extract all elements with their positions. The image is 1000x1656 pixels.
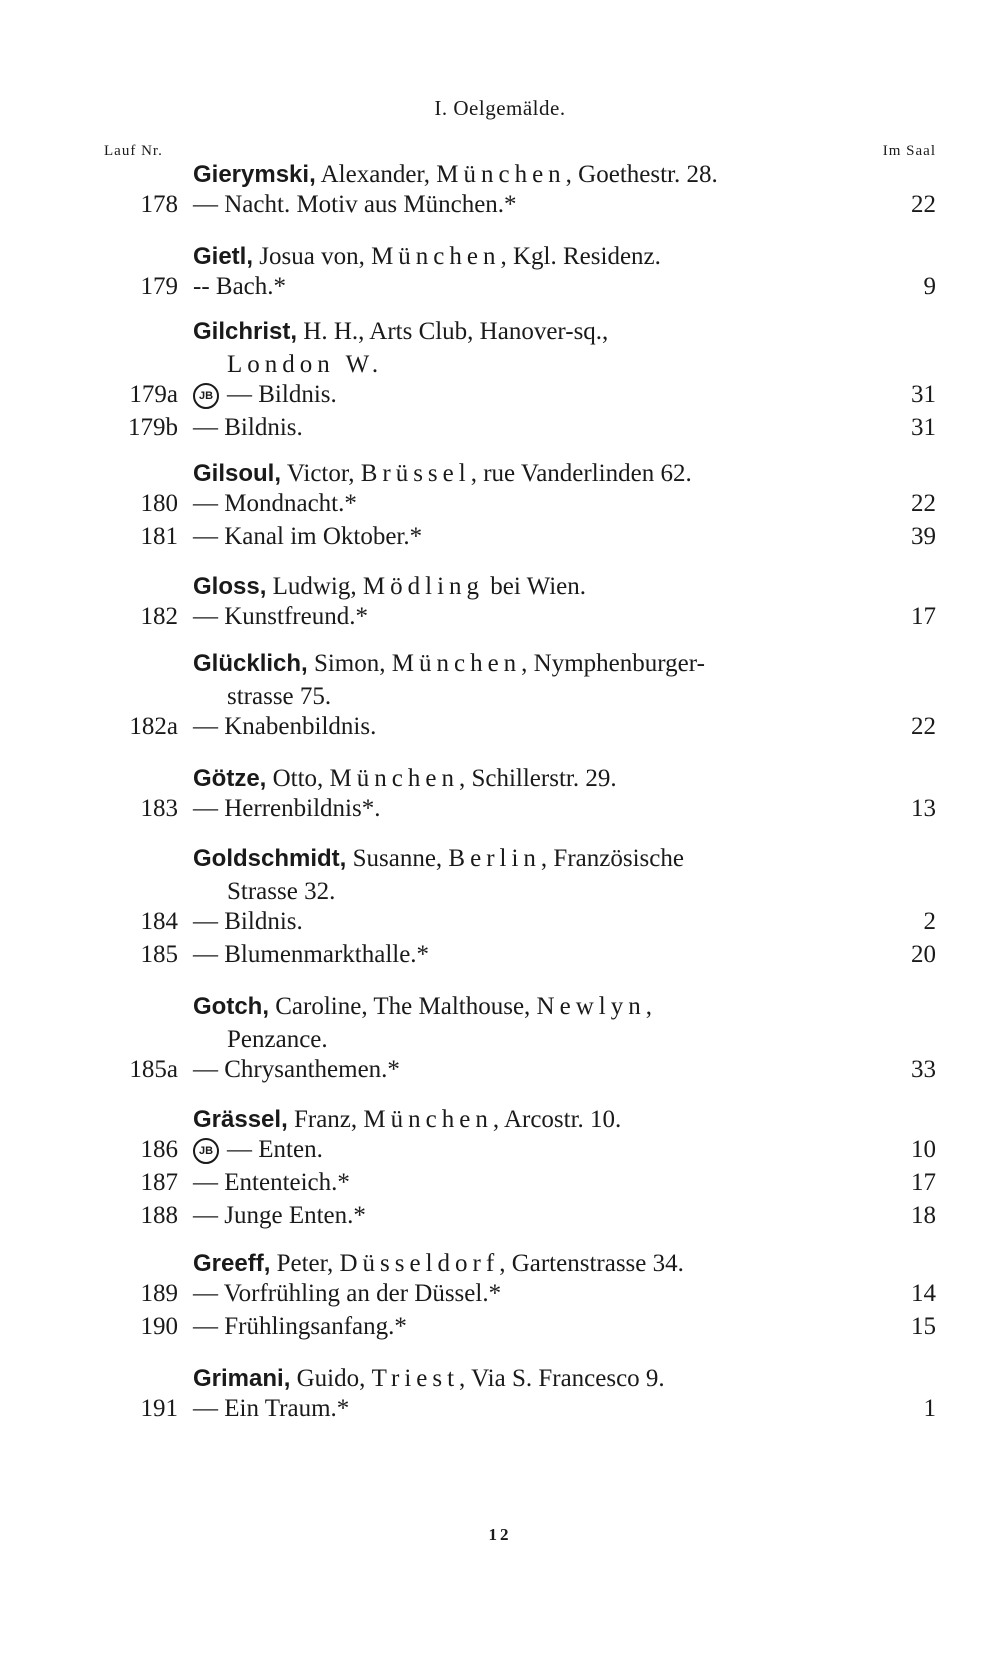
artist-city: München	[391, 650, 522, 677]
work-row	[0, 414, 1000, 448]
artist-name: Gilsoul,	[193, 460, 282, 487]
work-room: 22	[911, 191, 936, 218]
work-room: 18	[911, 1202, 936, 1229]
page-number: 12	[488, 1525, 512, 1544]
work-room: 31	[911, 381, 936, 408]
work-room: 1	[923, 1395, 936, 1422]
work-number: 186	[140, 1136, 178, 1163]
artist-name: Grässel,	[193, 1106, 288, 1133]
work-number: 191	[140, 1395, 178, 1422]
work-number: 185	[140, 941, 178, 968]
work-room: 39	[911, 523, 936, 550]
work-number: 183	[140, 795, 178, 822]
work-room: 17	[911, 1169, 936, 1196]
artist-address: Simon,	[313, 650, 392, 677]
work-row	[0, 603, 1000, 637]
work-number: 187	[140, 1169, 178, 1196]
work-title: — Herrenbildnis*.	[193, 795, 381, 822]
artist-address-continued: Penzance.	[227, 1026, 328, 1053]
jb-stamp-icon: JB	[193, 1138, 219, 1164]
artist-name: Greeff,	[193, 1250, 271, 1277]
work-number: 184	[140, 908, 178, 935]
work-row	[0, 908, 1000, 942]
work-room: 22	[911, 490, 936, 517]
header-lauf-nr: Lauf Nr.	[104, 143, 163, 159]
artist-address: Caroline, The Malthouse,	[275, 993, 537, 1020]
artist-name: Gierymski,	[193, 161, 316, 188]
artist-address: Guido,	[296, 1365, 372, 1392]
work-title: — Junge Enten.*	[193, 1202, 366, 1229]
work-title: — Ententeich.*	[193, 1169, 350, 1196]
work-title: JB — Enten.	[193, 1136, 323, 1164]
artist-city: München	[436, 161, 566, 188]
work-title: — Nacht. Motiv aus München.*	[193, 191, 517, 218]
work-title: — Chrysanthemen.*	[193, 1056, 400, 1083]
work-row	[0, 1202, 1000, 1236]
artist-name: Gilchrist,	[193, 318, 298, 345]
artist-name: Gloss,	[193, 573, 267, 600]
work-row	[0, 1280, 1000, 1314]
artist-city: München	[363, 1106, 493, 1133]
work-title: — Blumenmarkthalle.*	[193, 941, 430, 968]
work-row	[0, 713, 1000, 747]
work-room: 9	[923, 273, 936, 300]
artist-entry	[193, 762, 893, 795]
artist-address: ,	[645, 993, 652, 1020]
work-title: — Ein Traum.*	[193, 1395, 350, 1422]
artist-entry	[193, 647, 893, 713]
work-row	[0, 490, 1000, 524]
work-room: 31	[911, 414, 936, 441]
artist-address: Alexander,	[320, 161, 437, 188]
artist-entry	[193, 315, 893, 381]
work-room: 17	[911, 603, 936, 630]
work-room: 20	[911, 941, 936, 968]
artist-address: bei Wien.	[484, 573, 586, 600]
artist-entry	[193, 570, 893, 603]
artist-address: Susanne,	[352, 845, 449, 872]
work-number: 179b	[128, 414, 178, 441]
artist-city: München	[329, 765, 459, 792]
work-title: — Kanal im Oktober.*	[193, 523, 423, 550]
work-number: 181	[140, 523, 178, 550]
artist-address: , Französische	[540, 845, 684, 872]
work-title: — Kunstfreund.*	[193, 603, 368, 630]
artist-address: Josua von,	[259, 243, 372, 270]
work-row	[0, 1056, 1000, 1090]
artist-name: Glücklich,	[193, 650, 308, 677]
work-number: 179a	[129, 381, 178, 408]
artist-address-continued: strasse 75.	[227, 683, 332, 710]
work-title: — Frühlingsanfang.*	[193, 1313, 407, 1340]
work-row	[0, 191, 1000, 225]
work-row	[0, 1169, 1000, 1203]
work-row	[0, 381, 1000, 415]
work-title: — Vorfrühling an der Düssel.*	[193, 1280, 502, 1307]
artist-city: Newlyn	[536, 993, 646, 1020]
jb-stamp-icon: JB	[193, 383, 219, 409]
artist-city: Mödling	[362, 573, 485, 600]
work-room: 2	[923, 908, 936, 935]
artist-name: Gotch,	[193, 993, 269, 1020]
work-row	[0, 1136, 1000, 1170]
artist-city: Triest	[371, 1365, 460, 1392]
artist-address: , Gartenstrasse 34.	[499, 1250, 684, 1277]
artist-address: Otto,	[272, 765, 330, 792]
artist-address-continued: London W.	[227, 351, 384, 378]
work-room: 14	[911, 1280, 936, 1307]
artist-address: , Nymphenburger-	[521, 650, 705, 677]
artist-address: , Schillerstr. 29.	[458, 765, 617, 792]
work-title: — Knabenbildnis.	[193, 713, 377, 740]
artist-city: Brüssel	[360, 460, 471, 487]
artist-entry	[193, 158, 893, 191]
artist-entry	[193, 240, 893, 273]
artist-entry	[193, 1247, 893, 1280]
artist-address: , Kgl. Residenz.	[500, 243, 661, 270]
work-number: 178	[140, 191, 178, 218]
work-number: 189	[140, 1280, 178, 1307]
artist-address: , Arcostr. 10.	[492, 1106, 622, 1133]
artist-name: Gietl,	[193, 243, 254, 270]
work-row	[0, 273, 1000, 307]
artist-address: Ludwig,	[272, 573, 363, 600]
work-number: 182a	[129, 713, 178, 740]
artist-address: , Goethestr. 28.	[565, 161, 718, 188]
work-row	[0, 1313, 1000, 1347]
artist-address: H. H., Arts Club, Hanover-sq.,	[303, 318, 609, 345]
page-title: I. Oelgemälde.	[434, 96, 566, 120]
work-title: — Mondnacht.*	[193, 490, 357, 517]
artist-address-continued: Strasse 32.	[227, 878, 336, 905]
work-row	[0, 941, 1000, 975]
work-row	[0, 795, 1000, 829]
artist-entry	[193, 1103, 893, 1136]
artist-name: Goldschmidt,	[193, 845, 347, 872]
work-number: 180	[140, 490, 178, 517]
work-number: 190	[140, 1313, 178, 1340]
artist-address: Peter,	[276, 1250, 340, 1277]
artist-name: Götze,	[193, 765, 267, 792]
work-room: 13	[911, 795, 936, 822]
work-number: 188	[140, 1202, 178, 1229]
artist-address: Victor,	[286, 460, 361, 487]
work-title: — Bildnis.	[193, 908, 303, 935]
work-row	[0, 1395, 1000, 1429]
work-number: 185a	[129, 1056, 178, 1083]
work-room: 33	[911, 1056, 936, 1083]
artist-city: Düsseldorf	[339, 1250, 500, 1277]
artist-name: Grimani,	[193, 1365, 291, 1392]
artist-entry	[193, 457, 893, 490]
artist-entry	[193, 990, 893, 1056]
artist-city: München	[371, 243, 501, 270]
work-row	[0, 523, 1000, 557]
work-number: 182	[140, 603, 178, 630]
header-im-saal: Im Saal	[882, 143, 936, 159]
artist-entry	[193, 842, 893, 908]
artist-entry	[193, 1362, 893, 1395]
work-room: 10	[911, 1136, 936, 1163]
artist-city: Berlin	[448, 845, 541, 872]
work-number: 179	[140, 273, 178, 300]
work-room: 15	[911, 1313, 936, 1340]
artist-address: , Via S. Francesco 9.	[459, 1365, 665, 1392]
artist-address: Franz,	[293, 1106, 364, 1133]
work-title: -- Bach.*	[193, 273, 287, 300]
work-title: JB — Bildnis.	[193, 381, 337, 409]
work-title: — Bildnis.	[193, 414, 303, 441]
artist-address: , rue Vanderlinden 62.	[470, 460, 692, 487]
work-room: 22	[911, 713, 936, 740]
